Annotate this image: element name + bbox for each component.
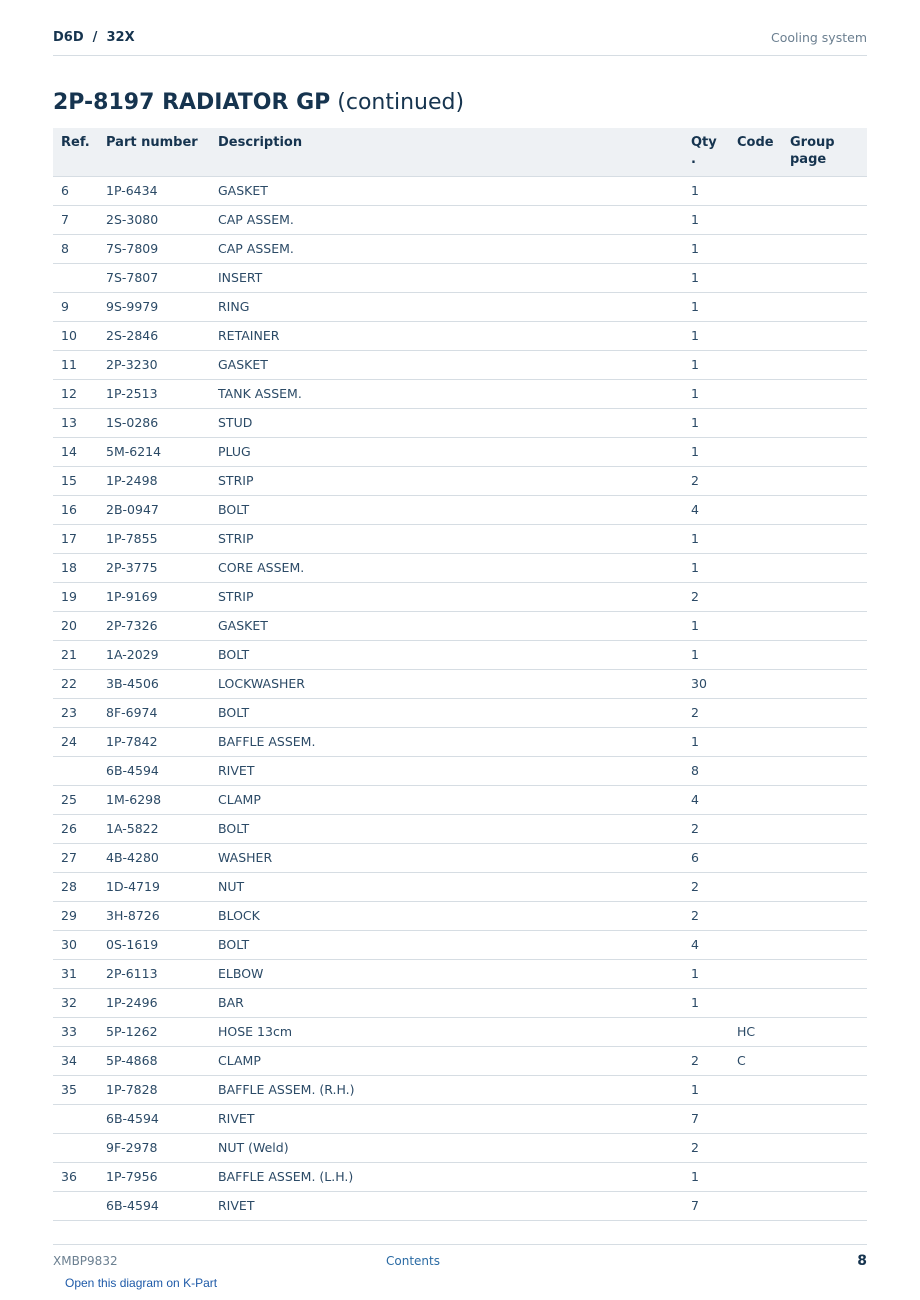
table-row <box>53 205 867 234</box>
cell-description: CLAMP <box>210 785 683 814</box>
cell-group-page <box>782 1017 867 1046</box>
cell-ref: 12 <box>53 379 98 408</box>
cell-qty: 1 <box>683 234 729 263</box>
table-row <box>53 321 867 350</box>
cell-part-number: 1P-2513 <box>98 379 210 408</box>
cell-ref <box>53 1104 98 1133</box>
cell-part-number: 8F-6974 <box>98 698 210 727</box>
table-row <box>53 408 867 437</box>
cell-ref: 35 <box>53 1075 98 1104</box>
parts-table <box>53 128 867 1221</box>
cell-part-number: 1A-2029 <box>98 640 210 669</box>
table-row <box>53 872 867 901</box>
cell-qty: 2 <box>683 872 729 901</box>
cell-group-page <box>782 321 867 350</box>
cell-description: GASKET <box>210 611 683 640</box>
cell-part-number: 1P-6434 <box>98 176 210 205</box>
cell-description: RING <box>210 292 683 321</box>
table-row <box>53 959 867 988</box>
cell-qty: 2 <box>683 582 729 611</box>
cell-qty: 4 <box>683 495 729 524</box>
cell-group-page <box>782 1075 867 1104</box>
cell-group-page <box>782 727 867 756</box>
cell-group-page <box>782 437 867 466</box>
cell-description: STUD <box>210 408 683 437</box>
cell-description: GASKET <box>210 176 683 205</box>
model-label: D6D / 32X <box>53 30 135 45</box>
cell-qty: 2 <box>683 698 729 727</box>
cell-ref: 8 <box>53 234 98 263</box>
table-row <box>53 1075 867 1104</box>
cell-code <box>729 814 782 843</box>
col-qty: Qty . <box>683 128 729 176</box>
cell-code <box>729 1133 782 1162</box>
page-number: 8 <box>857 1253 867 1269</box>
cell-qty: 1 <box>683 727 729 756</box>
cell-group-page <box>782 1133 867 1162</box>
cell-qty: 7 <box>683 1104 729 1133</box>
cell-ref: 9 <box>53 292 98 321</box>
table-row <box>53 524 867 553</box>
cell-code <box>729 640 782 669</box>
title-suffix: (continued) <box>330 90 465 115</box>
cell-qty: 1 <box>683 1162 729 1191</box>
cell-qty: 1 <box>683 553 729 582</box>
cell-description: RIVET <box>210 756 683 785</box>
cell-description: BOLT <box>210 930 683 959</box>
cell-code <box>729 234 782 263</box>
cell-ref: 23 <box>53 698 98 727</box>
cell-ref: 13 <box>53 408 98 437</box>
cell-code <box>729 843 782 872</box>
cell-ref: 36 <box>53 1162 98 1191</box>
cell-part-number: 3B-4506 <box>98 669 210 698</box>
cell-code <box>729 959 782 988</box>
cell-description: CLAMP <box>210 1046 683 1075</box>
table-row <box>53 756 867 785</box>
cell-description: RETAINER <box>210 321 683 350</box>
cell-part-number: 1A-5822 <box>98 814 210 843</box>
cell-qty: 1 <box>683 408 729 437</box>
cell-qty: 1 <box>683 524 729 553</box>
cell-part-number: 6B-4594 <box>98 1104 210 1133</box>
cell-group-page <box>782 524 867 553</box>
cell-part-number: 4B-4280 <box>98 843 210 872</box>
cell-code <box>729 756 782 785</box>
cell-part-number: 9F-2978 <box>98 1133 210 1162</box>
cell-qty <box>683 1017 729 1046</box>
cell-ref: 14 <box>53 437 98 466</box>
table-row <box>53 1046 867 1075</box>
cell-ref: 10 <box>53 321 98 350</box>
cell-description: BAR <box>210 988 683 1017</box>
cell-ref: 32 <box>53 988 98 1017</box>
cell-ref: 27 <box>53 843 98 872</box>
cell-ref: 33 <box>53 1017 98 1046</box>
cell-group-page <box>782 582 867 611</box>
cell-ref: 19 <box>53 582 98 611</box>
cell-description: LOCKWASHER <box>210 669 683 698</box>
cell-part-number: 1P-7855 <box>98 524 210 553</box>
cell-ref: 7 <box>53 205 98 234</box>
contents-link[interactable]: Contents <box>386 1254 440 1268</box>
table-row <box>53 553 867 582</box>
cell-code <box>729 1104 782 1133</box>
cell-group-page <box>782 1104 867 1133</box>
table-row <box>53 234 867 263</box>
cell-qty: 1 <box>683 263 729 292</box>
cell-code <box>729 901 782 930</box>
table-row <box>53 698 867 727</box>
cell-qty: 6 <box>683 843 729 872</box>
cell-group-page <box>782 756 867 785</box>
cell-qty: 1 <box>683 350 729 379</box>
cell-part-number: 2S-2846 <box>98 321 210 350</box>
cell-qty: 2 <box>683 1133 729 1162</box>
cell-qty: 2 <box>683 466 729 495</box>
cell-description: STRIP <box>210 524 683 553</box>
cell-part-number: 1P-7842 <box>98 727 210 756</box>
cell-code <box>729 988 782 1017</box>
table-row <box>53 176 867 205</box>
table-row <box>53 901 867 930</box>
cell-group-page <box>782 466 867 495</box>
cell-part-number: 6B-4594 <box>98 1191 210 1220</box>
cell-ref <box>53 1191 98 1220</box>
cell-code <box>729 263 782 292</box>
cell-ref: 25 <box>53 785 98 814</box>
cell-code: HC <box>729 1017 782 1046</box>
cell-ref <box>53 1133 98 1162</box>
cell-group-page <box>782 408 867 437</box>
cell-part-number: 1D-4719 <box>98 872 210 901</box>
cell-code <box>729 379 782 408</box>
cell-part-number: 5P-1262 <box>98 1017 210 1046</box>
table-row <box>53 814 867 843</box>
cell-qty: 1 <box>683 205 729 234</box>
cell-qty: 2 <box>683 901 729 930</box>
cell-ref: 30 <box>53 930 98 959</box>
table-row <box>53 1104 867 1133</box>
cell-qty: 4 <box>683 930 729 959</box>
cell-description: STRIP <box>210 582 683 611</box>
cell-group-page <box>782 843 867 872</box>
cell-qty: 8 <box>683 756 729 785</box>
cell-qty: 1 <box>683 379 729 408</box>
cell-part-number: 1P-2496 <box>98 988 210 1017</box>
title-part: 2P-8197 RADIATOR GP <box>53 90 331 115</box>
table-row <box>53 930 867 959</box>
cell-description: RIVET <box>210 1104 683 1133</box>
cell-ref: 24 <box>53 727 98 756</box>
cell-qty: 1 <box>683 988 729 1017</box>
page-header <box>53 28 867 56</box>
cell-ref: 11 <box>53 350 98 379</box>
page-footer <box>53 1244 867 1275</box>
cell-part-number: 1M-6298 <box>98 785 210 814</box>
cell-group-page <box>782 959 867 988</box>
cell-description: PLUG <box>210 437 683 466</box>
table-row <box>53 727 867 756</box>
cell-part-number: 2S-3080 <box>98 205 210 234</box>
cell-description: BOLT <box>210 698 683 727</box>
cell-description: CAP ASSEM. <box>210 234 683 263</box>
page-title <box>53 90 464 115</box>
col-ref: Ref. <box>53 128 98 176</box>
cell-description: RIVET <box>210 1191 683 1220</box>
cell-part-number: 1P-7956 <box>98 1162 210 1191</box>
table-row <box>53 1162 867 1191</box>
cell-ref: 16 <box>53 495 98 524</box>
table-row <box>53 611 867 640</box>
cell-part-number: 5P-4868 <box>98 1046 210 1075</box>
cell-group-page <box>782 553 867 582</box>
cell-group-page <box>782 263 867 292</box>
cell-ref <box>53 263 98 292</box>
cell-description: BOLT <box>210 495 683 524</box>
col-group-page: Group page <box>782 128 867 176</box>
table-row <box>53 640 867 669</box>
cell-part-number: 2P-3775 <box>98 553 210 582</box>
table-row <box>53 582 867 611</box>
cell-part-number: 2B-0947 <box>98 495 210 524</box>
cell-code <box>729 785 782 814</box>
cell-group-page <box>782 611 867 640</box>
cell-group-page <box>782 1191 867 1220</box>
table-row <box>53 785 867 814</box>
cell-description: HOSE 13cm <box>210 1017 683 1046</box>
cell-description: WASHER <box>210 843 683 872</box>
cell-ref: 31 <box>53 959 98 988</box>
cell-qty: 1 <box>683 1075 729 1104</box>
cell-group-page <box>782 640 867 669</box>
table-row <box>53 1133 867 1162</box>
cell-code <box>729 611 782 640</box>
cell-qty: 1 <box>683 292 729 321</box>
cell-part-number: 7S-7809 <box>98 234 210 263</box>
cell-group-page <box>782 872 867 901</box>
cell-qty: 7 <box>683 1191 729 1220</box>
cell-qty: 2 <box>683 814 729 843</box>
cell-code <box>729 553 782 582</box>
cell-code <box>729 582 782 611</box>
table-row <box>53 350 867 379</box>
col-part-number: Part number <box>98 128 210 176</box>
cell-ref: 21 <box>53 640 98 669</box>
cell-ref: 26 <box>53 814 98 843</box>
cell-qty: 1 <box>683 959 729 988</box>
cell-ref: 15 <box>53 466 98 495</box>
cell-description: INSERT <box>210 263 683 292</box>
table-row <box>53 495 867 524</box>
cell-group-page <box>782 698 867 727</box>
cell-group-page <box>782 379 867 408</box>
cell-description: GASKET <box>210 350 683 379</box>
cell-code <box>729 350 782 379</box>
cell-code <box>729 524 782 553</box>
table-row <box>53 1191 867 1220</box>
table-row <box>53 466 867 495</box>
cell-group-page <box>782 1162 867 1191</box>
cell-code <box>729 495 782 524</box>
cell-ref: 20 <box>53 611 98 640</box>
cell-ref: 34 <box>53 1046 98 1075</box>
cell-group-page <box>782 1046 867 1075</box>
cell-code <box>729 205 782 234</box>
table-row <box>53 1017 867 1046</box>
table-row <box>53 292 867 321</box>
cell-description: CAP ASSEM. <box>210 205 683 234</box>
cell-code <box>729 872 782 901</box>
cell-group-page <box>782 350 867 379</box>
cell-group-page <box>782 205 867 234</box>
cell-description: BAFFLE ASSEM. <box>210 727 683 756</box>
cell-description: BAFFLE ASSEM. (R.H.) <box>210 1075 683 1104</box>
section-label: Cooling system <box>771 30 867 45</box>
cell-ref: 17 <box>53 524 98 553</box>
cell-qty: 1 <box>683 321 729 350</box>
cell-group-page <box>782 930 867 959</box>
col-description: Description <box>210 128 683 176</box>
table-row <box>53 669 867 698</box>
cell-ref: 18 <box>53 553 98 582</box>
cell-part-number: 1P-2498 <box>98 466 210 495</box>
cell-group-page <box>782 495 867 524</box>
cell-part-number: 7S-7807 <box>98 263 210 292</box>
cell-part-number: 5M-6214 <box>98 437 210 466</box>
cell-group-page <box>782 988 867 1017</box>
cell-ref <box>53 756 98 785</box>
table-row <box>53 437 867 466</box>
cell-code: C <box>729 1046 782 1075</box>
cell-part-number: 1S-0286 <box>98 408 210 437</box>
cell-code <box>729 321 782 350</box>
cell-part-number: 2P-7326 <box>98 611 210 640</box>
cell-group-page <box>782 669 867 698</box>
cell-part-number: 1P-7828 <box>98 1075 210 1104</box>
cell-code <box>729 698 782 727</box>
cell-code <box>729 466 782 495</box>
cell-group-page <box>782 785 867 814</box>
cell-qty: 1 <box>683 437 729 466</box>
cell-code <box>729 292 782 321</box>
cell-qty: 4 <box>683 785 729 814</box>
cell-code <box>729 930 782 959</box>
cell-code <box>729 727 782 756</box>
doc-id: XMBP9832 <box>53 1254 118 1268</box>
cell-code <box>729 1191 782 1220</box>
cell-qty: 1 <box>683 176 729 205</box>
cell-description: STRIP <box>210 466 683 495</box>
cell-description: BLOCK <box>210 901 683 930</box>
col-code: Code <box>729 128 782 176</box>
table-header-row <box>53 128 867 176</box>
cell-qty: 1 <box>683 640 729 669</box>
cell-part-number: 2P-3230 <box>98 350 210 379</box>
cell-code <box>729 408 782 437</box>
cell-part-number: 9S-9979 <box>98 292 210 321</box>
cell-group-page <box>782 292 867 321</box>
cell-group-page <box>782 814 867 843</box>
cell-code <box>729 176 782 205</box>
cell-description: ELBOW <box>210 959 683 988</box>
table-row <box>53 843 867 872</box>
table-row <box>53 379 867 408</box>
open-diagram-link[interactable]: Open this diagram on K-Part <box>65 1276 218 1290</box>
cell-part-number: 2P-6113 <box>98 959 210 988</box>
cell-qty: 30 <box>683 669 729 698</box>
table-row <box>53 988 867 1017</box>
cell-description: CORE ASSEM. <box>210 553 683 582</box>
cell-part-number: 1P-9169 <box>98 582 210 611</box>
cell-description: BOLT <box>210 814 683 843</box>
cell-ref: 28 <box>53 872 98 901</box>
cell-group-page <box>782 234 867 263</box>
cell-code <box>729 1162 782 1191</box>
cell-ref: 29 <box>53 901 98 930</box>
cell-description: BAFFLE ASSEM. (L.H.) <box>210 1162 683 1191</box>
cell-description: TANK ASSEM. <box>210 379 683 408</box>
cell-ref: 22 <box>53 669 98 698</box>
cell-ref: 6 <box>53 176 98 205</box>
cell-code <box>729 1075 782 1104</box>
cell-qty: 1 <box>683 611 729 640</box>
cell-group-page <box>782 901 867 930</box>
cell-description: BOLT <box>210 640 683 669</box>
cell-part-number: 0S-1619 <box>98 930 210 959</box>
cell-part-number: 3H-8726 <box>98 901 210 930</box>
cell-code <box>729 437 782 466</box>
cell-description: NUT (Weld) <box>210 1133 683 1162</box>
cell-qty: 2 <box>683 1046 729 1075</box>
cell-code <box>729 669 782 698</box>
table-row <box>53 263 867 292</box>
cell-part-number: 6B-4594 <box>98 756 210 785</box>
cell-group-page <box>782 176 867 205</box>
cell-description: NUT <box>210 872 683 901</box>
